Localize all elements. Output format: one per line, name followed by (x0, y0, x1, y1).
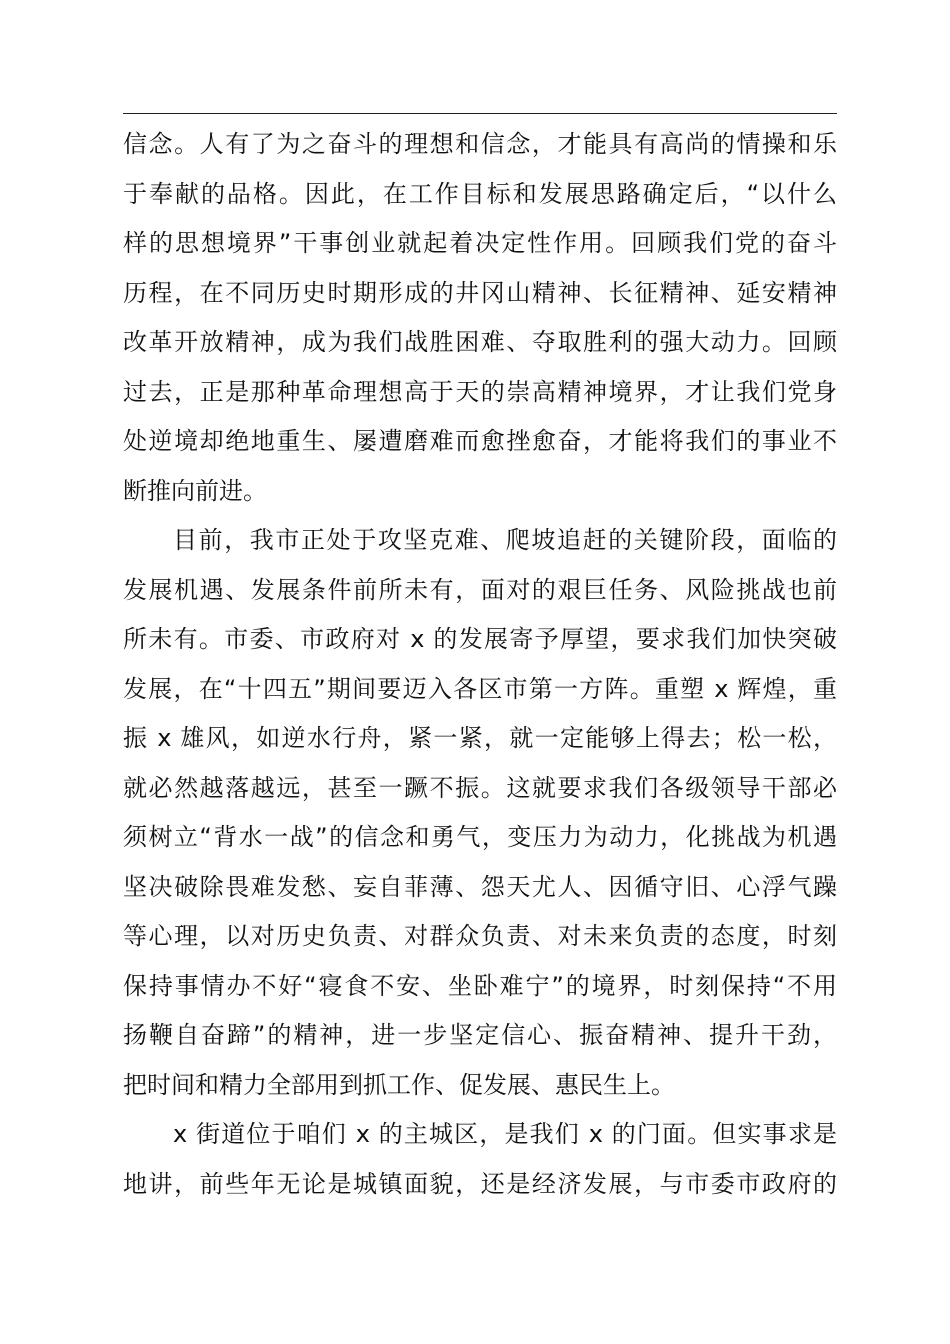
text-line: 等心理，以对历史负责、对群众负责、对未来负责的态度，时刻 (123, 922, 837, 950)
header-rule (123, 113, 837, 114)
text-line: 就必然越落越远，甚至一蹶不振。这就要求我们各级领导干部必 (123, 773, 837, 802)
text-line: 目前，我市正处于攻坚克难、爬坡追赶的关键阶段，面临的 (173, 526, 837, 554)
text-line: 扬鞭自奋蹄”的精神，进一步坚定信心、振奋精神、提升干劲， (123, 1021, 837, 1049)
text-line: 发展机遇、发展条件前所未有，面对的艰巨任务、风险挑战也前 (123, 575, 837, 604)
text-line: 把时间和精力全部用到抓工作、促发展、惠民生上。 (123, 1070, 675, 1099)
text-line: 历程，在不同历史时期形成的井冈山精神、长征精神、延安精神 (123, 278, 837, 307)
text-line: 于奉献的品格。因此，在工作目标和发展思路确定后，“以什么 (123, 179, 837, 208)
text-line: 样的思想境界”干事创业就起着决定性作用。回顾我们党的奋斗 (123, 229, 837, 257)
text-line: 保持事情办不好“寝食不安、坐卧难宁”的境界，时刻保持“不用 (123, 971, 837, 1000)
text-line: 信念。人有了为之奋斗的理想和信念，才能具有高尚的情操和乐 (123, 130, 837, 158)
text-line: 所未有。市委、市政府对 x 的发展寄予厚望，要求我们加快突破 (123, 625, 837, 653)
text-line: 改革开放精神，成为我们战胜困难、夺取胜利的强大动力。回顾 (123, 328, 837, 356)
body-text (123, 120, 837, 1209)
text-line: 断推向前进。 (123, 476, 267, 505)
text-line: 坚决破除畏难发愁、妄自菲薄、怨天尤人、因循守旧、心浮气躁 (123, 872, 837, 901)
text-line: 振 x 雄风，如逆水行舟，紧一紧，就一定能够上得去；松一松， (123, 724, 837, 752)
text-line: 须树立“背水一战”的信念和勇气，变压力为动力，化挑战为机遇 (123, 823, 837, 851)
text-line: x 街道位于咱们 x 的主城区，是我们 x 的门面。但实事求是 (173, 1120, 837, 1148)
text-line: 处逆境却绝地重生、屡遭磨难而愈挫愈奋，才能将我们的事业不 (123, 427, 837, 455)
text-line: 发展，在“十四五”期间要迈入各区市第一方阵。重塑 x 辉煌，重 (123, 674, 837, 703)
text-line: 地讲，前些年无论是城镇面貌，还是经济发展，与市委市政府的 (123, 1169, 837, 1198)
text-line: 过去，正是那种革命理想高于天的崇高精神境界，才让我们党身 (123, 377, 837, 406)
